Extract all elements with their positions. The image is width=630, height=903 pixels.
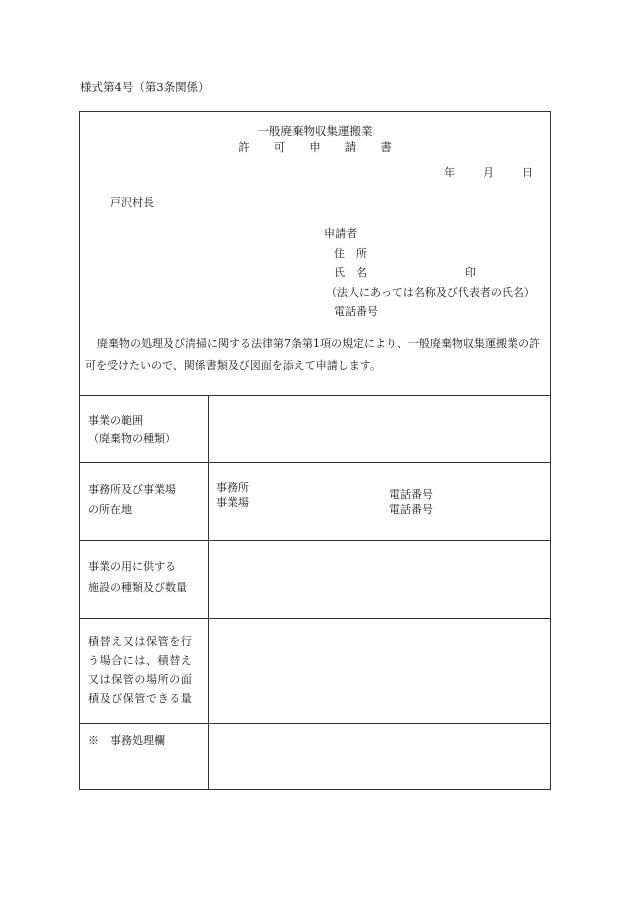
title-char: 請 (344, 140, 357, 154)
title-char: 可 (273, 140, 286, 154)
location-label (88, 480, 206, 520)
divider-line (80, 540, 550, 541)
site-label: 事業場 (216, 496, 249, 509)
applicant-heading: 申請者 (324, 227, 357, 240)
addressee: 戸沢村長 (110, 196, 154, 209)
facilities-label (88, 556, 206, 598)
form-title-line2 (0, 140, 630, 155)
label-line: 事業の用に供する (88, 560, 176, 573)
site-phone-label: 電話番号 (389, 503, 433, 516)
label-line: 事業の範囲 (88, 414, 143, 427)
label-line: 又は保管の場所の面 (88, 673, 193, 686)
applicant-phone-label: 電話番号 (334, 305, 378, 318)
form-title-line1: 一般廃棄物収集運搬業 (257, 124, 373, 138)
label-line: の所在地 (88, 503, 132, 516)
business-scope-label (88, 412, 206, 448)
date-line (416, 166, 533, 180)
label-line: う場合には、積替え (88, 654, 193, 667)
corporation-note: （法人にあっては名称及び代表者の氏名） (326, 286, 535, 299)
label-line: （廃棄物の種類） (88, 432, 176, 445)
storage-label (88, 632, 206, 708)
title-char: 書 (380, 140, 392, 154)
application-statement: 廃棄物の処理及び清掃に関する法律第7条第1項の規定により、一般廃棄物収集運搬業の許可を受けたいので、関係書類及び図面を添えて申請します。 (85, 337, 540, 372)
column-divider (208, 395, 209, 789)
label-line: 積替え又は保管を行 (88, 635, 193, 648)
office-processing-label (88, 732, 206, 750)
address-label: 住 所 (334, 247, 367, 260)
label-line: ※ 事務処理欄 (88, 734, 165, 747)
label-line: 施設の種類及び数量 (88, 581, 187, 594)
label-line: 事務所及び事業場 (88, 483, 176, 496)
day-label: 日 (522, 166, 533, 179)
divider-line (80, 395, 550, 396)
month-label: 月 (483, 166, 494, 179)
name-label: 氏 名 (334, 266, 367, 279)
title-char: 申 (309, 140, 321, 154)
divider-line (80, 723, 550, 724)
office-phone-label: 電話番号 (389, 488, 433, 501)
label-line: 積及び保管できる量 (88, 692, 193, 705)
year-label: 年 (444, 166, 455, 179)
form-number: 様式第4号（第3条関係） (80, 80, 210, 94)
divider-line (80, 462, 550, 463)
office-label: 事務所 (216, 481, 249, 494)
title-char: 許 (238, 140, 250, 154)
seal-label: 印 (465, 266, 476, 279)
divider-line (80, 618, 550, 619)
